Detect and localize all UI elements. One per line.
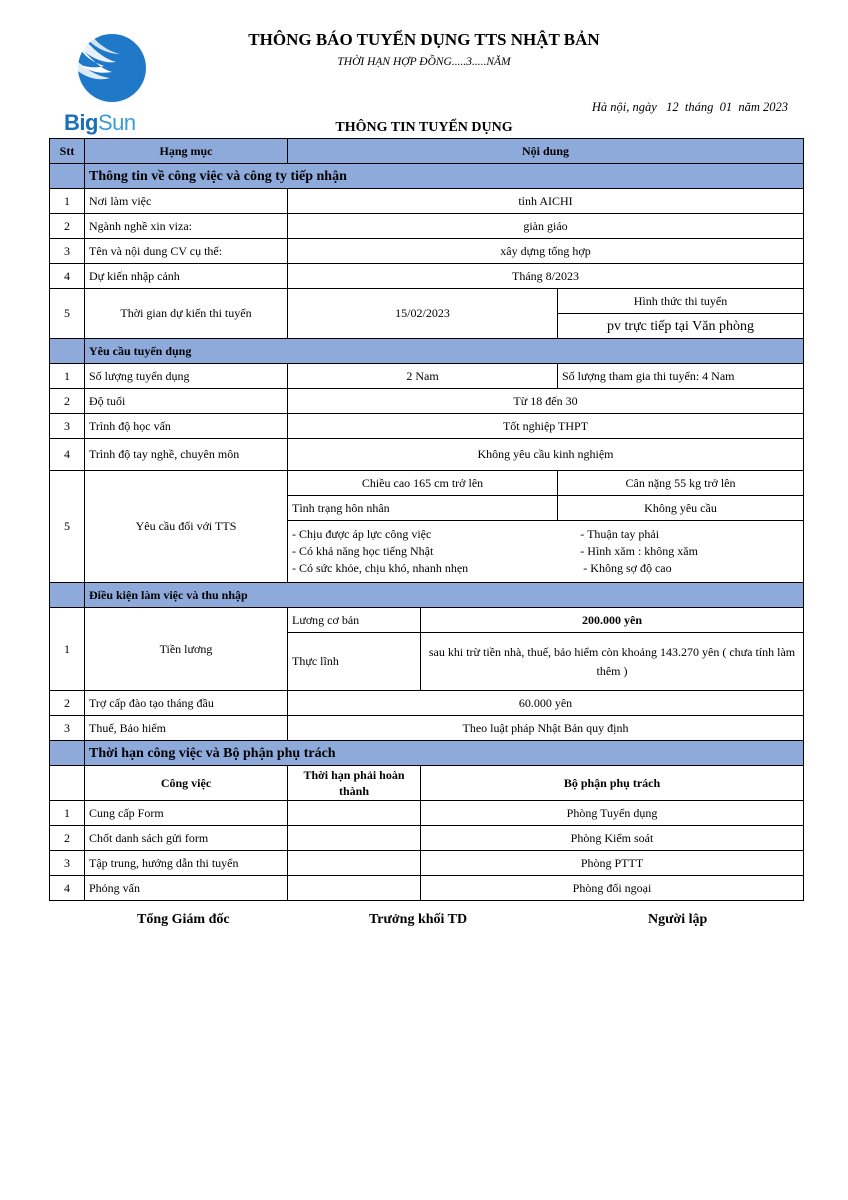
table-header-row xyxy=(50,139,804,164)
exam-time-label: Thời gian dự kiến thi tuyển xyxy=(85,289,288,339)
list-item: - Thuận tay phải xyxy=(580,527,660,541)
date-line: Hà nội, ngày 12 tháng 01 năm 2023 xyxy=(591,100,788,114)
recruitment-table xyxy=(49,138,804,901)
table-row: 4 Dự kiến nhập cảnh Tháng 8/2023 xyxy=(50,264,804,289)
list-item: - Hình xăm : không xăm xyxy=(580,544,698,558)
table-row: 1 Nơi làm việc tỉnh AICHI xyxy=(50,189,804,214)
table-row: 3 Trình độ học vấn Tốt nghiệp THPT xyxy=(50,414,804,439)
signature-head: Trưởng khối TD xyxy=(369,912,468,927)
exam-form-label: Hình thức thi tuyển xyxy=(558,289,804,314)
table-row: 2 Trợ cấp đào tạo tháng đầu 60.000 yên xyxy=(50,691,804,716)
table-row: 4 Phỏng vấn Phòng đối ngoại xyxy=(50,876,804,901)
exam-row: 5 Thời gian dự kiến thi tuyển 15/02/2023 Hình thức thi tuyển xyxy=(50,289,804,314)
quantity-value: 2 Nam xyxy=(288,364,558,389)
section-2-title: Yêu cầu tuyển dụng xyxy=(85,339,804,364)
list-item: - Có khả năng học tiếng Nhật xyxy=(292,544,434,558)
col-stt: Stt xyxy=(50,139,85,164)
col-item: Hạng mục xyxy=(85,139,288,164)
weight-requirement: Cân nặng 55 kg trở lên xyxy=(558,471,804,496)
exam-form-value: pv trực tiếp tại Văn phòng xyxy=(558,314,804,339)
section-row xyxy=(50,164,804,189)
col-deadline: Thời hạn phải hoàn thành xyxy=(288,766,421,801)
table-row: 1 Số lượng tuyển dụng 2 Nam Số lượng tham gia thi tuyển: 4 Nam xyxy=(50,364,804,389)
section-title: THÔNG TIN TUYỂN DỤNG xyxy=(335,120,513,135)
net-salary-label: Thực lĩnh xyxy=(288,633,421,691)
table-row: 4 Trình độ tay nghề, chuyên môn Không yêu cầu kinh nghiệm xyxy=(50,439,804,471)
salary-label: Tiền lương xyxy=(85,608,288,691)
table-row: 2 Chốt danh sách gửi form Phòng Kiểm soát xyxy=(50,826,804,851)
table-row: 3 Tập trung, hướng dẫn thi tuyển Phòng PTTT xyxy=(50,851,804,876)
sub-header-row xyxy=(50,766,804,801)
marital-value: Không yêu cầu xyxy=(558,496,804,521)
tts-requirement-list xyxy=(288,521,804,583)
base-salary-label: Lương cơ bản xyxy=(288,608,421,633)
height-requirement: Chiều cao 165 cm trở lên xyxy=(288,471,558,496)
section-1-title: Thông tin về công việc và công ty tiếp nhận xyxy=(85,164,804,189)
exam-date: 15/02/2023 xyxy=(288,289,558,339)
base-salary-value: 200.000 yên xyxy=(421,608,804,633)
section-row xyxy=(50,339,804,364)
section-row xyxy=(50,583,804,608)
list-item: - Có sức khỏe, chịu khó, nhanh nhẹn xyxy=(292,561,469,575)
table-row: 3 Thuế, Bảo hiểm Theo luật pháp Nhật Bản quy định xyxy=(50,716,804,741)
net-salary-value: sau khi trừ tiền nhà, thuế, bảo hiểm còn khoảng 143.270 yên ( chưa tính làm thêm ) xyxy=(421,633,804,691)
tts-row: 5 Yêu cầu đối với TTS Chiều cao 165 cm trở lên Cân nặng 55 kg trở lên xyxy=(50,471,804,496)
section-3-title: Điều kiện làm việc và thu nhập xyxy=(85,583,804,608)
list-item: - Không sợ độ cao xyxy=(580,561,672,575)
signature-ceo: Tổng Giám đốc xyxy=(137,912,230,927)
marital-label: Tình trạng hôn nhân xyxy=(288,496,558,521)
col-work: Công việc xyxy=(85,766,288,801)
logo-text: BigSun xyxy=(64,110,136,135)
table-row: 2 Độ tuổi Từ 18 đến 30 xyxy=(50,389,804,414)
list-item: - Chịu được áp lực công việc xyxy=(292,527,432,541)
participants-value: Số lượng tham gia thi tuyển: 4 Nam xyxy=(558,364,804,389)
col-content: Nội dung xyxy=(288,139,804,164)
table-row: 1 Cung cấp Form Phòng Tuyển dụng xyxy=(50,801,804,826)
col-dept: Bộ phận phụ trách xyxy=(421,766,804,801)
section-row xyxy=(50,741,804,766)
signature-maker: Người lập xyxy=(648,912,708,927)
table-row: 3 Tên và nội dung CV cụ thể: xây dựng tổng hợp xyxy=(50,239,804,264)
section-4-title: Thời hạn công việc và Bộ phận phụ trách xyxy=(85,741,804,766)
contract-term: THỜI HẠN HỢP ĐỒNG.....3.....NĂM xyxy=(337,56,511,68)
document-title: THÔNG BÁO TUYỂN DỤNG TTS NHẬT BẢN xyxy=(248,30,600,49)
table-row: 2 Ngành nghề xin viza: giàn giáo xyxy=(50,214,804,239)
tts-requirements-label: Yêu cầu đối với TTS xyxy=(85,471,288,583)
salary-row: 1 Tiền lương Lương cơ bản 200.000 yên xyxy=(50,608,804,633)
